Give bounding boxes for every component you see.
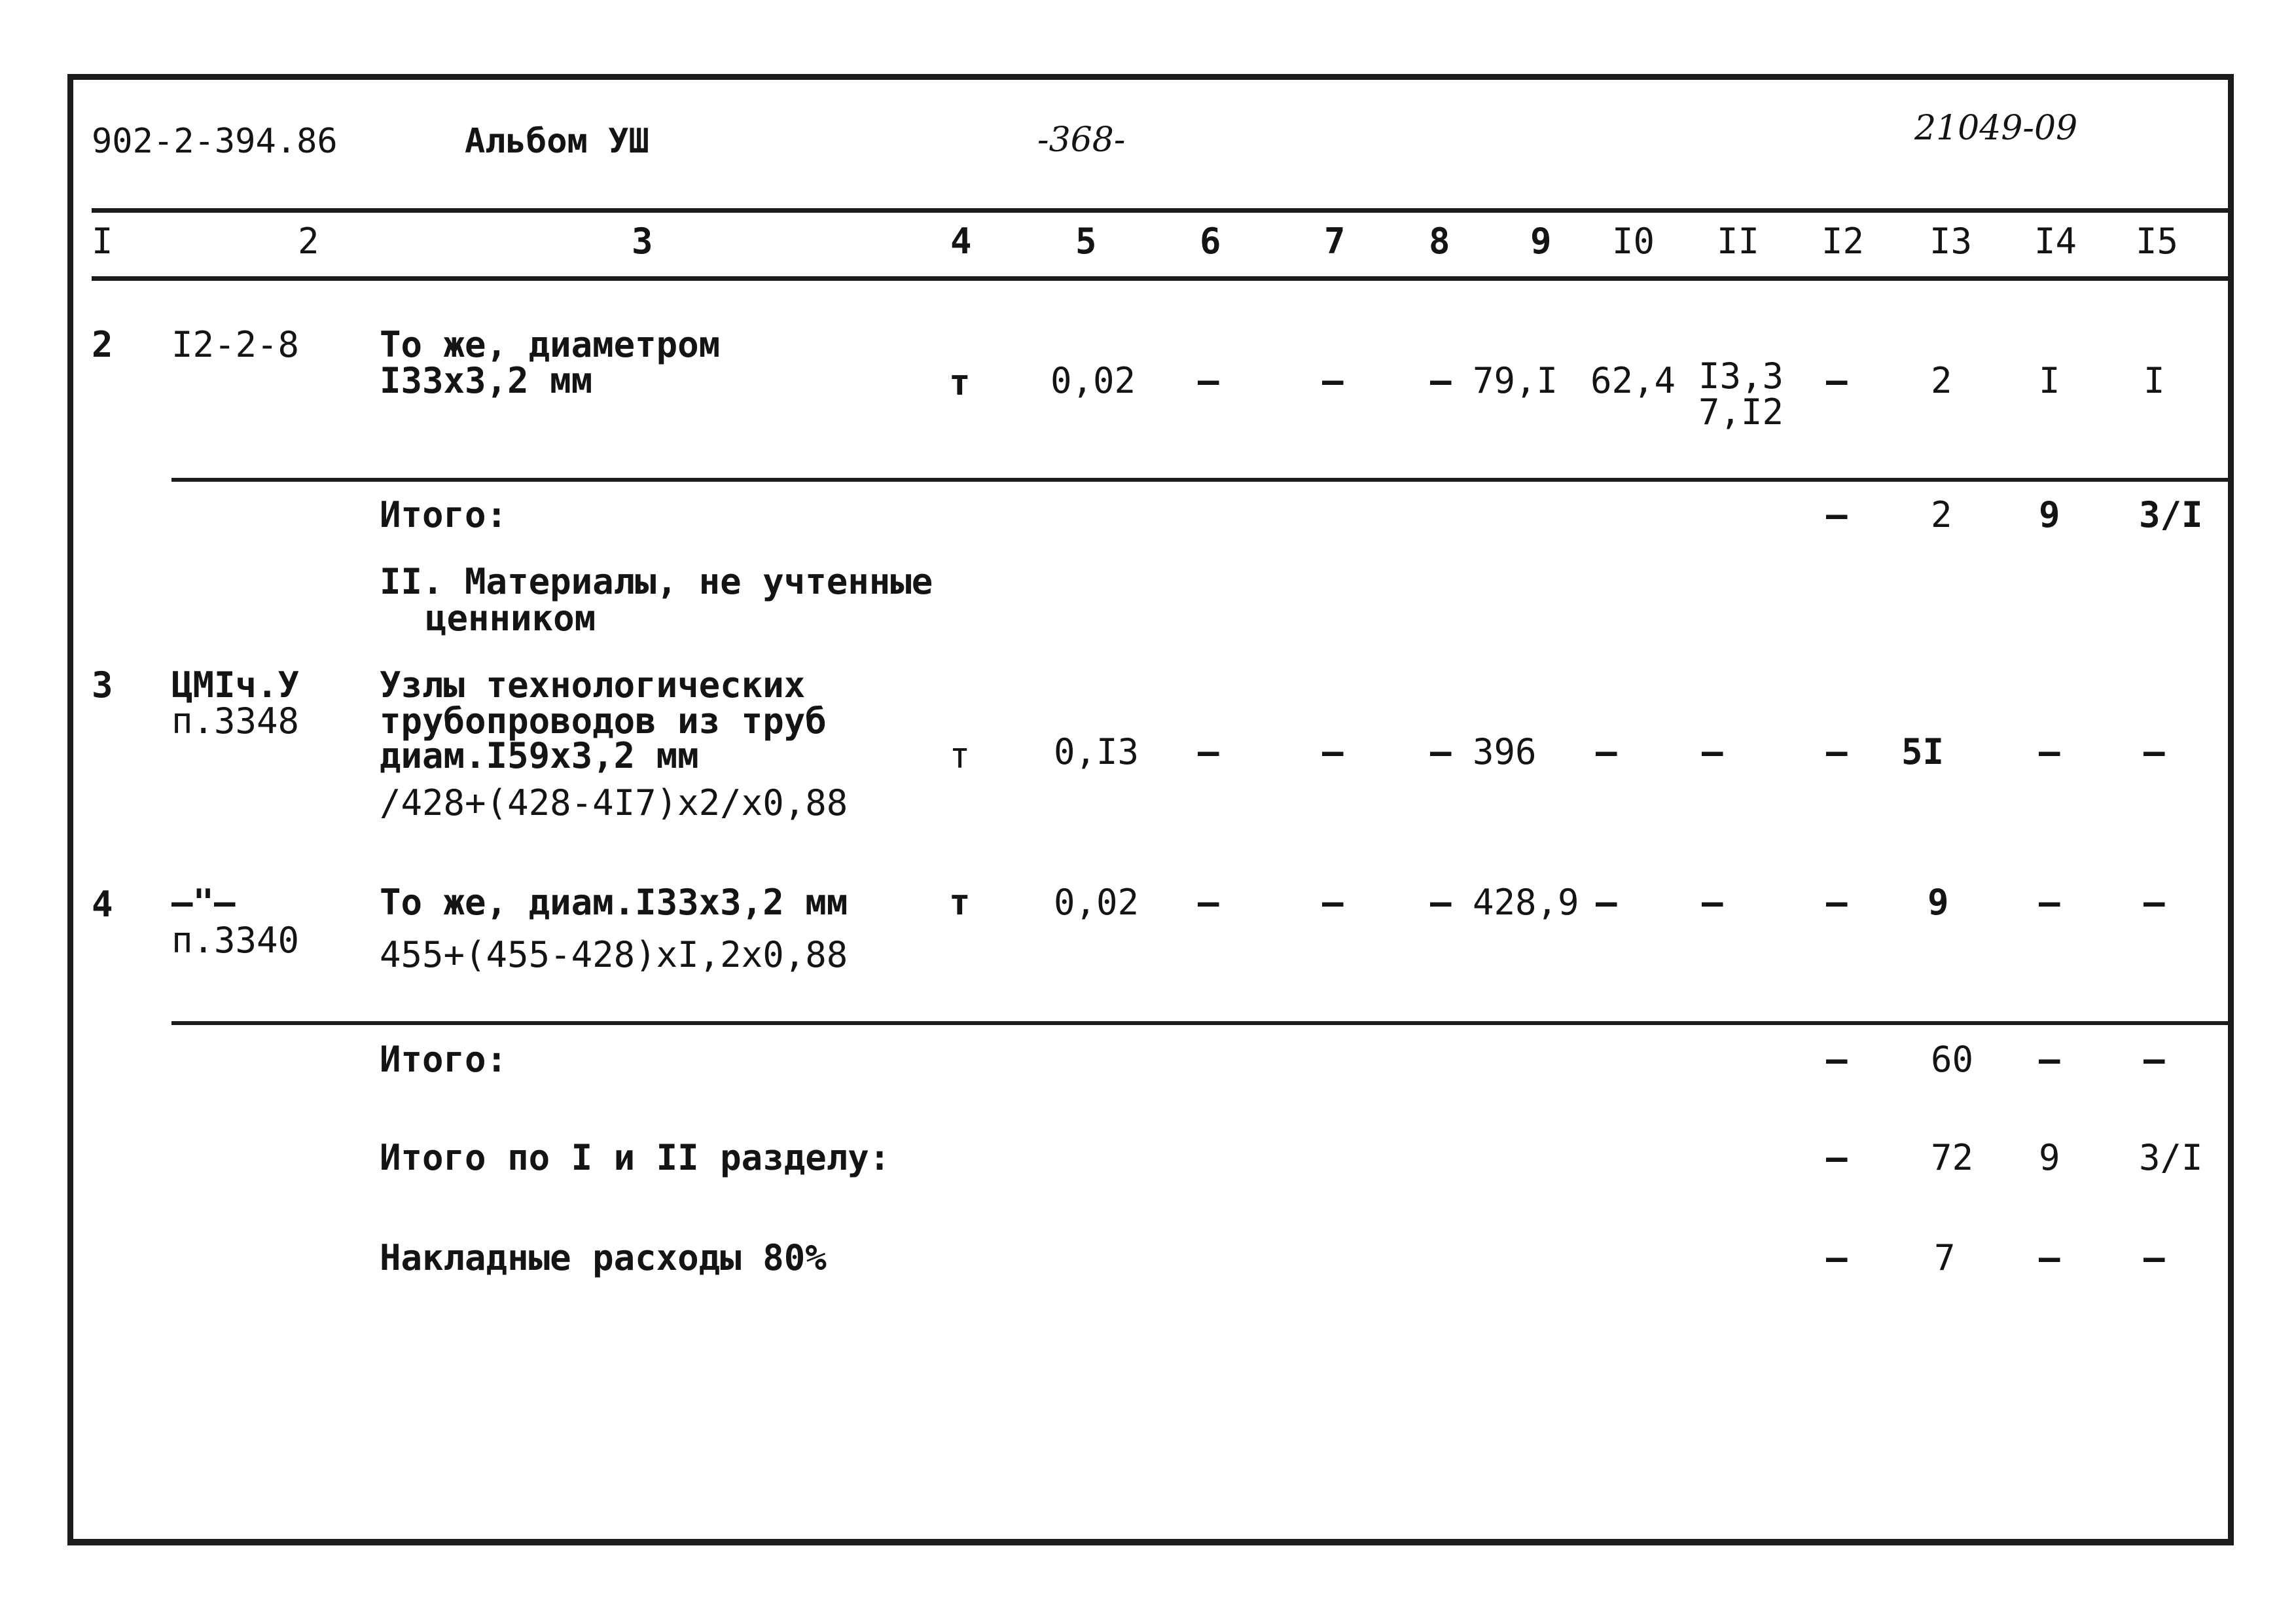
description-line: трубопроводов из труб xyxy=(380,700,827,742)
overhead-label: Накладные расходы 80% xyxy=(380,1237,827,1278)
formula-line: /428+(428-4I7)x2/x0,88 xyxy=(380,782,848,823)
cell-13: 7 xyxy=(1934,1237,1956,1278)
cell-14: I xyxy=(2039,360,2060,401)
price-code-item: п.3340 xyxy=(171,920,300,961)
cell-12: – xyxy=(1826,1039,1848,1080)
section-title-continued: ценником xyxy=(425,598,596,639)
cell-12: – xyxy=(1826,1237,1848,1278)
unit: т xyxy=(949,882,971,923)
cell-10: – xyxy=(1596,731,1617,772)
cell-14: 9 xyxy=(2039,494,2060,535)
col-3: 3 xyxy=(632,221,653,262)
cell-11: – xyxy=(1702,731,1723,772)
cell-10: 62,4 xyxy=(1590,360,1676,401)
description-line: I33x3,2 мм xyxy=(380,360,593,401)
cell-14: – xyxy=(2039,731,2060,772)
cell-13: 60 xyxy=(1931,1039,1974,1080)
col-1: I xyxy=(92,221,113,262)
col-11: II xyxy=(1717,221,1760,262)
cell-15: – xyxy=(2144,731,2165,772)
col-12: I2 xyxy=(1821,221,1865,262)
row-number: 2 xyxy=(92,324,113,365)
stamp-number: 21049-09 xyxy=(1914,109,2078,148)
cell-13: 9 xyxy=(1928,882,1949,923)
col-10: I0 xyxy=(1612,221,1655,262)
col-13: I3 xyxy=(1929,221,1973,262)
cell-9: 79,I xyxy=(1473,360,1558,401)
description-line: То же, диам.I33x3,2 мм xyxy=(380,882,848,923)
cell-14: – xyxy=(2039,1237,2060,1278)
col-7: 7 xyxy=(1324,221,1346,262)
description-line: Узлы технологических xyxy=(380,664,806,706)
cell-7: – xyxy=(1322,360,1344,401)
unit: т xyxy=(949,362,971,403)
cell-13: 5I xyxy=(1901,731,1945,772)
cell-14: – xyxy=(2039,882,2060,923)
quantity: 0,02 xyxy=(1054,882,1139,923)
cell-11-second: 7,I2 xyxy=(1698,391,1784,433)
subtotal-rule xyxy=(171,478,2229,482)
cell-15: I xyxy=(2144,360,2165,401)
cell-7: – xyxy=(1322,731,1344,772)
subtotal-rule xyxy=(171,1021,2229,1025)
page-number: -368- xyxy=(1037,120,1126,160)
col-14: I4 xyxy=(2034,221,2077,262)
col-9: 9 xyxy=(1530,221,1552,262)
cell-11: I3,3 xyxy=(1698,355,1784,397)
total-label: Итого по I и II разделу: xyxy=(380,1137,891,1178)
cell-14: 9 xyxy=(2039,1137,2060,1178)
cell-8: – xyxy=(1430,882,1452,923)
cell-12: – xyxy=(1826,494,1848,535)
unit: т xyxy=(949,735,971,776)
cell-11: – xyxy=(1702,882,1723,923)
quantity: 0,02 xyxy=(1050,360,1136,401)
description-line: диам.I59x3,2 мм xyxy=(380,735,699,776)
price-code: –"– xyxy=(171,882,236,923)
cell-7: – xyxy=(1322,882,1344,923)
cell-14: – xyxy=(2039,1039,2060,1080)
columns-rule xyxy=(92,276,2229,281)
col-4: 4 xyxy=(950,221,972,262)
quantity: 0,I3 xyxy=(1054,731,1139,772)
cell-12: – xyxy=(1826,1137,1848,1178)
header-rule xyxy=(92,208,2229,213)
cell-12: – xyxy=(1826,882,1848,923)
col-6: 6 xyxy=(1200,221,1221,262)
cell-15: – xyxy=(2144,1237,2165,1278)
cell-6: – xyxy=(1198,731,1219,772)
cell-13: 2 xyxy=(1931,494,1952,535)
album-label: Альбом УШ xyxy=(465,122,649,161)
col-5: 5 xyxy=(1075,221,1097,262)
cell-8: – xyxy=(1430,360,1452,401)
formula-line: 455+(455-428)xI,2x0,88 xyxy=(380,934,848,975)
row-number: 3 xyxy=(92,664,113,706)
cell-15: – xyxy=(2144,882,2165,923)
description-line: То же, диаметром xyxy=(380,324,721,365)
cell-10: – xyxy=(1596,882,1617,923)
price-code: ЦМIч.У xyxy=(171,664,300,706)
doc-number: 902-2-394.86 xyxy=(92,122,338,161)
cell-13: 2 xyxy=(1931,360,1952,401)
cell-6: – xyxy=(1198,882,1219,923)
cell-15: 3/I xyxy=(2139,1137,2203,1178)
price-code: I2-2-8 xyxy=(171,324,300,365)
cell-8: – xyxy=(1430,731,1452,772)
cell-9: 428,9 xyxy=(1473,882,1579,923)
cell-6: – xyxy=(1198,360,1219,401)
cell-13: 72 xyxy=(1931,1137,1974,1178)
cell-9: 396 xyxy=(1473,731,1537,772)
row-number: 4 xyxy=(92,884,113,925)
cell-15: – xyxy=(2144,1039,2165,1080)
col-8: 8 xyxy=(1429,221,1450,262)
total-label: Итого: xyxy=(380,494,508,535)
price-code-item: п.3348 xyxy=(171,700,300,742)
total-label: Итого: xyxy=(380,1039,508,1080)
cell-15: 3/I xyxy=(2139,494,2203,535)
section-title: II. Материалы, не учтенные xyxy=(380,561,933,602)
cell-12: – xyxy=(1826,731,1848,772)
col-2: 2 xyxy=(298,221,319,262)
cell-12: – xyxy=(1826,360,1848,401)
col-15: I5 xyxy=(2136,221,2179,262)
